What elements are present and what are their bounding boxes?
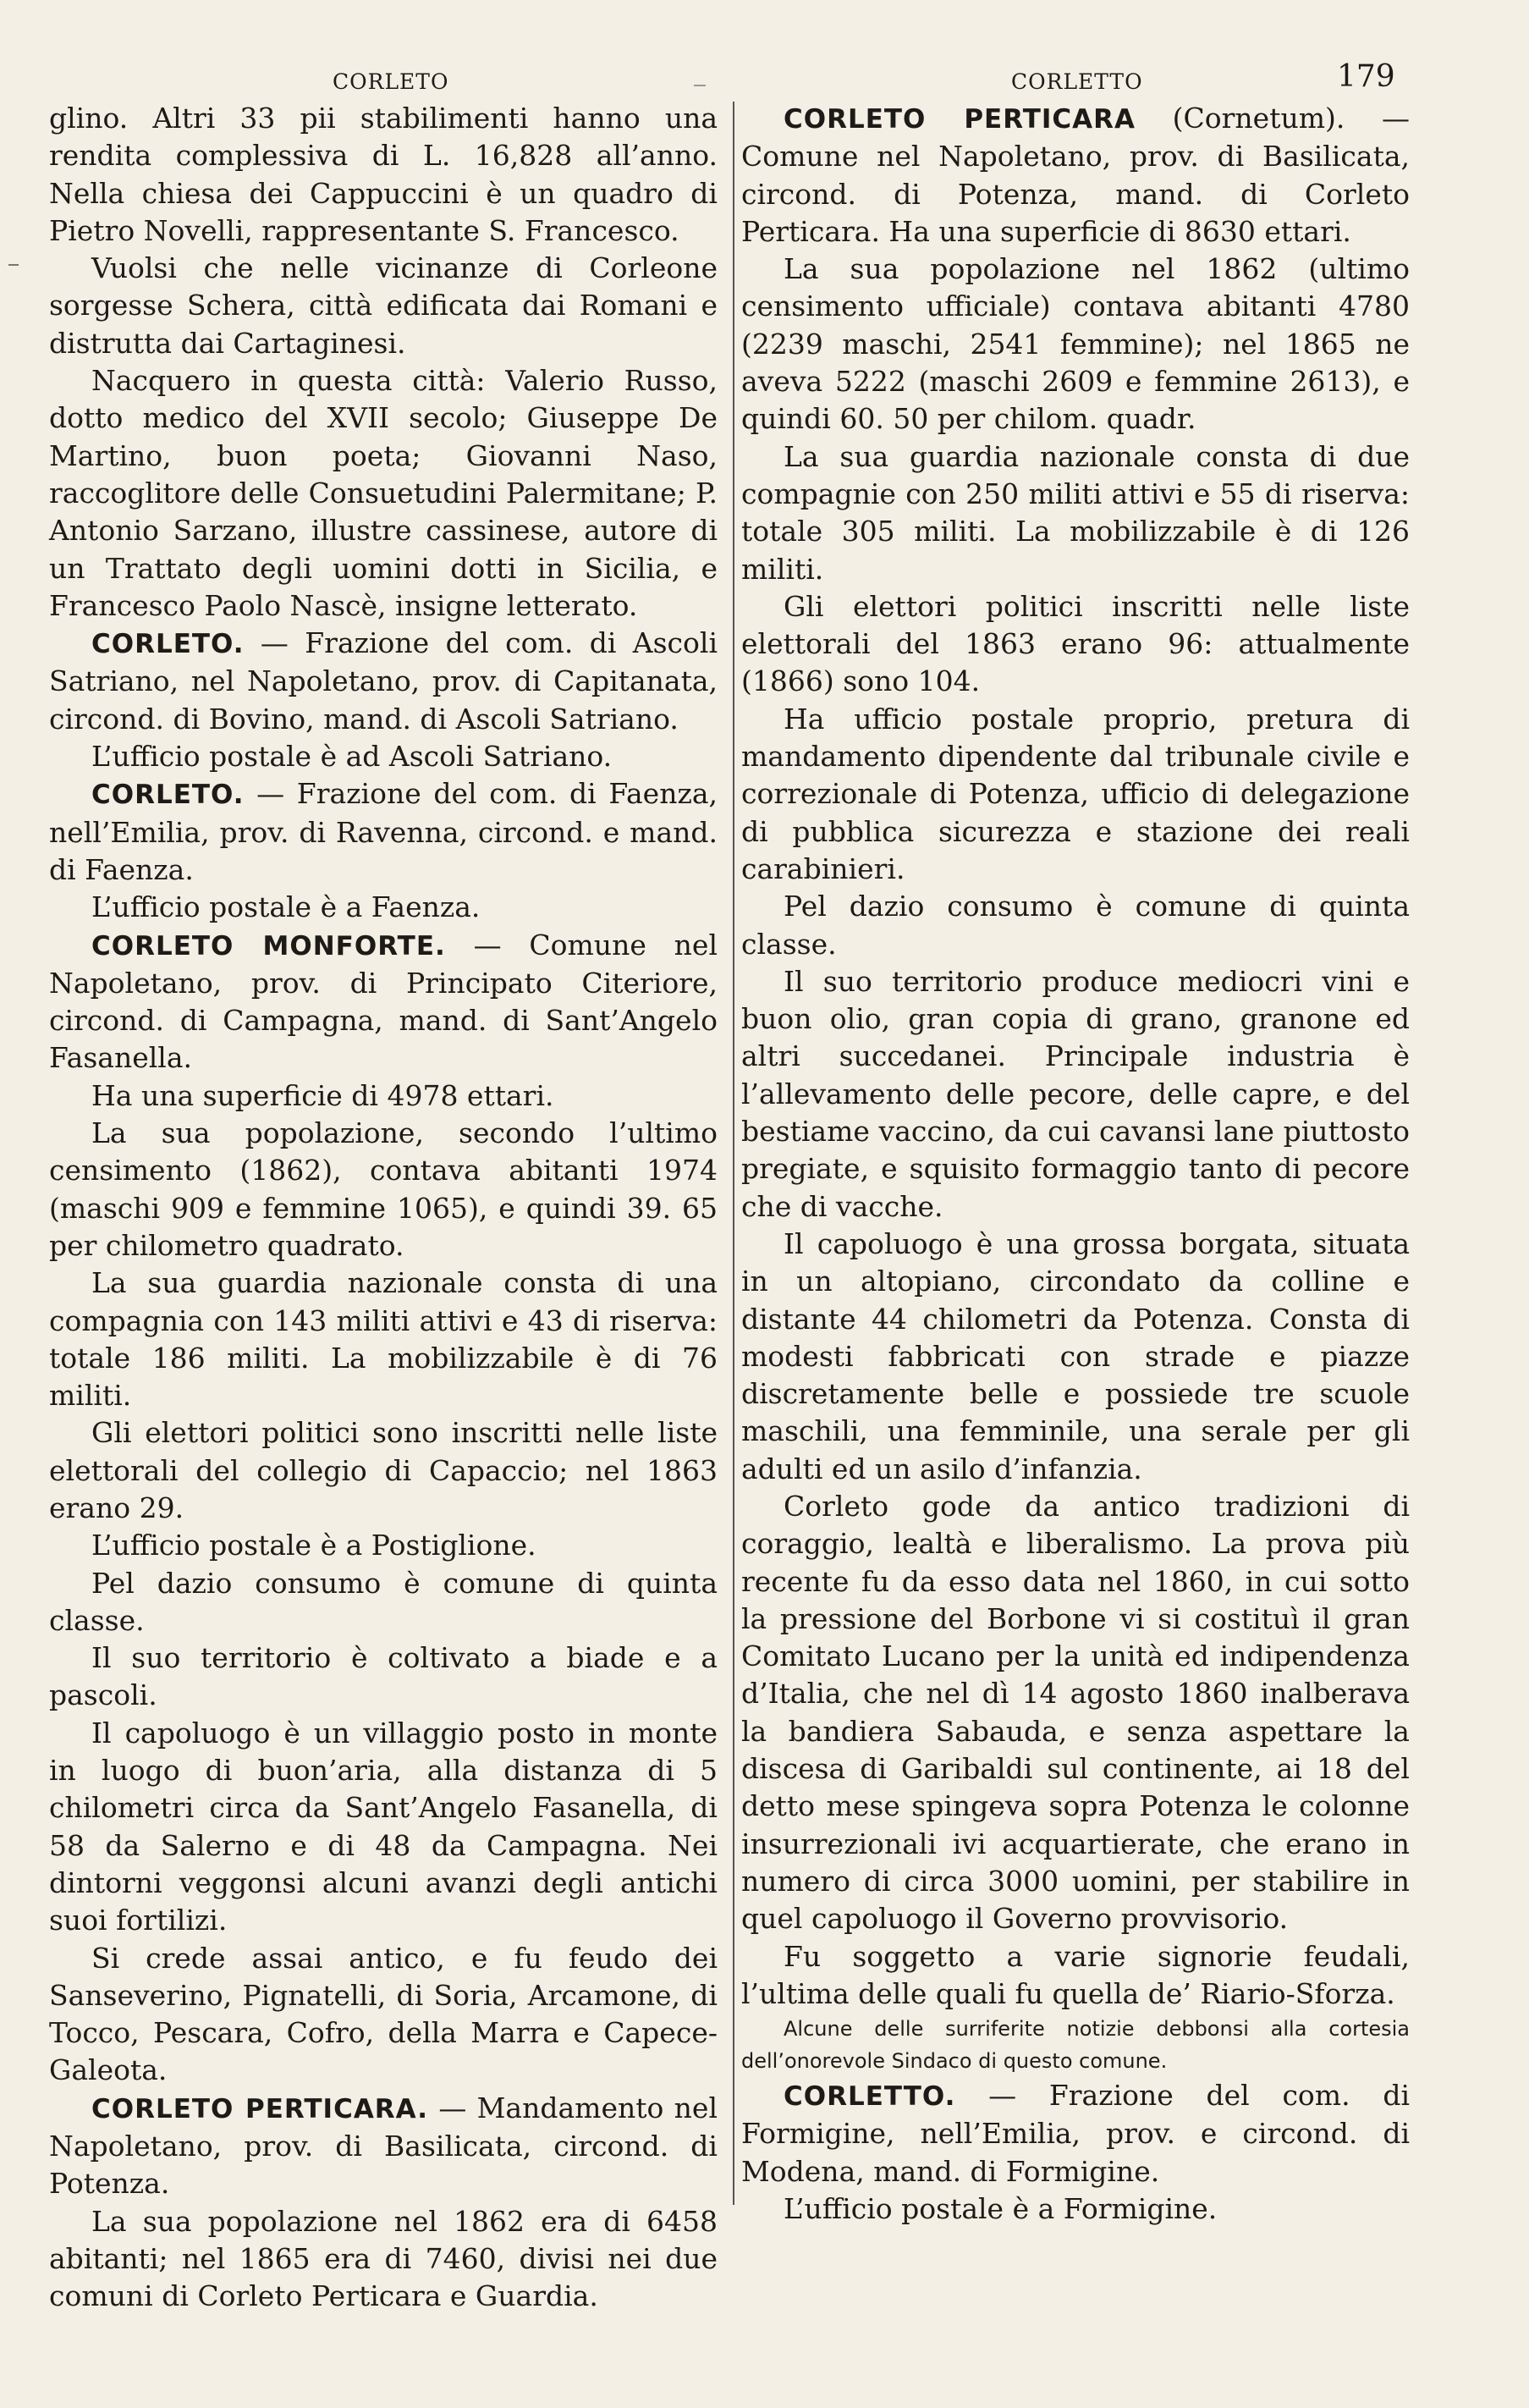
- entry-corleto-perticara-mandamento: CORLETO PERTICARA. — Mandamento nel Napoletano, prov. di Basilicata, circond. di Potenza.: [49, 2091, 718, 2201]
- paragraph: La sua popolazione, secondo l’ultimo censimento (1862), contava abitanti 1974 (maschi 909 e femmine 1065), e quindi 39. 65 per chilometro quadrato.: [49, 1116, 718, 1262]
- paragraph: Gli elettori politici inscritti nelle liste elettorali del 1863 erano 96: attualmente (1866) sono 104.: [741, 589, 1410, 698]
- paragraph: Pel dazio consumo è comune di quinta classe.: [741, 890, 1410, 961]
- paragraph: Il capoluogo è un villaggio posto in monte in luogo di buon’aria, alla distanza di 5 chilometri circa da Sant’Angelo Fasanella, di 58 da Salerno e di 48 da Campagna. Nei dintorni veggonsi alcuni avanzi degli antichi suoi fortilizi.: [49, 1716, 718, 1937]
- paragraph: L’ufficio postale è a Faenza.: [91, 890, 481, 924]
- entry-headword: CORLETO.: [91, 780, 245, 811]
- entry-headword: CORLETTO.: [784, 2081, 956, 2113]
- paragraph: La sua popolazione nel 1862 era di 6458 abitanti; nel 1865 era di 7460, divisi nei due comuni di Corleto Perticara e Guardia.: [49, 2204, 718, 2313]
- running-head-left: CORLETO: [333, 69, 449, 94]
- entry-corletto: CORLETTO. — Frazione del com. di Formigine, nell’Emilia, prov. e circond. di Modena, mand. di Formigine.: [741, 2079, 1410, 2188]
- paragraph: Il suo territorio è coltivato a biade e a pascoli.: [49, 1641, 718, 1712]
- entry-corleto-ascoli: CORLETO. — Frazione del com. di Ascoli Satriano, nel Napoletano, prov. di Capitanata, circond. di Bovino, mand. di Ascoli Satriano.: [49, 626, 718, 736]
- paragraph: Corleto gode da antico tradizioni di coraggio, lealtà e liberalismo. La prova più recente fu da esso data nel 1860, in cui sotto la pressione del Borbone vi si costituì il gran Comitato Lucano per la unità ed indipendenza d’Italia, che nel dì 14 agosto 1860 inalberava la bandiera Sabauda, e senza aspettare la discesa di Garibaldi sul continente, ai 18 del detto mese spingeva sopra Potenza le colonne insurrezionali ivi acquartierate, che erano in numero di circa 3000 uomini, per stabilire in quel capoluogo il Governo provvisorio.: [741, 1489, 1410, 1936]
- right-column: [741, 100, 1410, 2228]
- entry-headword: CORLETO PERTICARA: [784, 104, 1136, 135]
- margin-mark: [8, 264, 19, 266]
- paragraph: Vuolsi che nelle vicinanze di Corleone sorgesse Schera, città edificata dai Romani e distrutta dai Cartaginesi.: [49, 251, 718, 360]
- paragraph: L’ufficio postale è a Postiglione.: [91, 1529, 536, 1562]
- footnote: Alcune delle surriferite notizie debbonsi alla cortesia dell’onorevole Sindaco di questo comune.: [741, 2017, 1410, 2074]
- entry-corleto-monforte: CORLETO MONFORTE. — Comune nel Napoletano, prov. di Principato Citeriore, circond. di Campagna, mand. di Sant’Angelo Fasanella.: [49, 928, 718, 1075]
- entry-corleto-perticara-comune: CORLETO PERTICARA (Cornetum). — Comune nel Napoletano, prov. di Basilicata, circond. di Potenza, mand. di Corleto Perticara. Ha una superficie di 8630 ettari.: [741, 102, 1411, 248]
- running-head-right: CORLETTO: [1011, 69, 1143, 94]
- left-column: [49, 100, 718, 2316]
- paragraph: La sua popolazione nel 1862 (ultimo censimento ufficiale) contava abitanti 4780 (2239 maschi, 2541 femmine); nel 1865 ne aveva 5222 (maschi 2609 e femmine 2613), e quindi 60. 50 per chilom. quadr.: [741, 252, 1410, 436]
- entry-corleto-faenza: CORLETO. — Frazione del com. di Faenza, nell’Emilia, prov. di Ravenna, circond. e mand. di Faenza.: [49, 777, 718, 886]
- paragraph: L’ufficio postale è ad Ascoli Satriano.: [91, 740, 613, 774]
- paragraph: Pel dazio consumo è comune di quinta classe.: [49, 1566, 718, 1637]
- paragraph: La sua guardia nazionale consta di due compagnie con 250 militi attivi e 55 di riserva: totale 305 militi. La mobilizzabile è di 126 militi.: [741, 439, 1410, 586]
- entry-headword: CORLETO PERTICARA.: [91, 2093, 429, 2124]
- paragraph: glino. Altri 33 pii stabilimenti hanno una rendita complessiva di L. 16,828 all’anno. Nella chiesa dei Cappuccini è un quadro di Pietro Novelli, rappresentante S. Francesco.: [49, 102, 718, 247]
- paragraph: Ha ufficio postale proprio, pretura di mandamento dipendente dal tribunale civile e correzionale di Potenza, ufficio di delegazione di pubblica sicurezza e stazione dei reali carabinieri.: [741, 702, 1410, 885]
- paragraph: Nacquero in questa città: Valerio Russo, dotto medico del XVII secolo; Giuseppe De Martino, buon poeta; Giovanni Naso, raccoglitore delle Consuetudini Palermitane; P. Antonio Sarzano, illustre cassinese, autore di un Trattato degli uomini dotti in Sicilia, e Francesco Paolo Nascè, insigne letterato.: [49, 364, 718, 622]
- entry-headword: CORLETO MONFORTE.: [91, 930, 446, 962]
- paragraph: Gli elettori politici sono inscritti nelle liste elettorali del collegio di Capaccio; nel 1863 erano 29.: [49, 1416, 718, 1524]
- header-dash: [694, 85, 706, 86]
- paragraph: Il capoluogo è una grossa borgata, situata in un altopiano, circondato da colline e distante 44 chilometri da Potenza. Consta di modesti fabbricati con strade e piazze discretamente belle e possiede tre scuole maschili, una femminile, una serale per gli adulti ed un asilo d’infanzia.: [741, 1226, 1410, 1485]
- paragraph: Ha una superficie di 4978 ettari.: [91, 1078, 554, 1112]
- page-number: 179: [1337, 59, 1395, 94]
- paragraph: Si crede assai antico, e fu feudo dei Sanseverino, Pignatelli, di Soria, Arcamone, di Tocco, Pescara, Cofro, della Marra e Capece-Galeota.: [49, 1941, 718, 2087]
- paragraph: Fu soggetto a varie signorie feudali, l’ultima delle quali fu quella de’ Riario-Sforza.: [741, 1939, 1410, 2010]
- column-divider: [733, 102, 734, 2205]
- paragraph: Il suo territorio produce mediocri vini e buon olio, gran copia di grano, granone ed altri succedanei. Principale industria è l’allevamento delle pecore, delle capre, e del bestiame vaccino, da cui cavansi lane piuttosto pregiate, e squisito formaggio tanto di pecore che di vacche.: [741, 964, 1410, 1223]
- paragraph: L’ufficio postale è a Formigine.: [784, 2192, 1218, 2226]
- entry-headword: CORLETO.: [91, 629, 245, 660]
- paragraph: La sua guardia nazionale consta di una compagnia con 143 militi attivi e 43 di riserva: totale 186 militi. La mobilizzabile è di 76 militi.: [49, 1266, 718, 1413]
